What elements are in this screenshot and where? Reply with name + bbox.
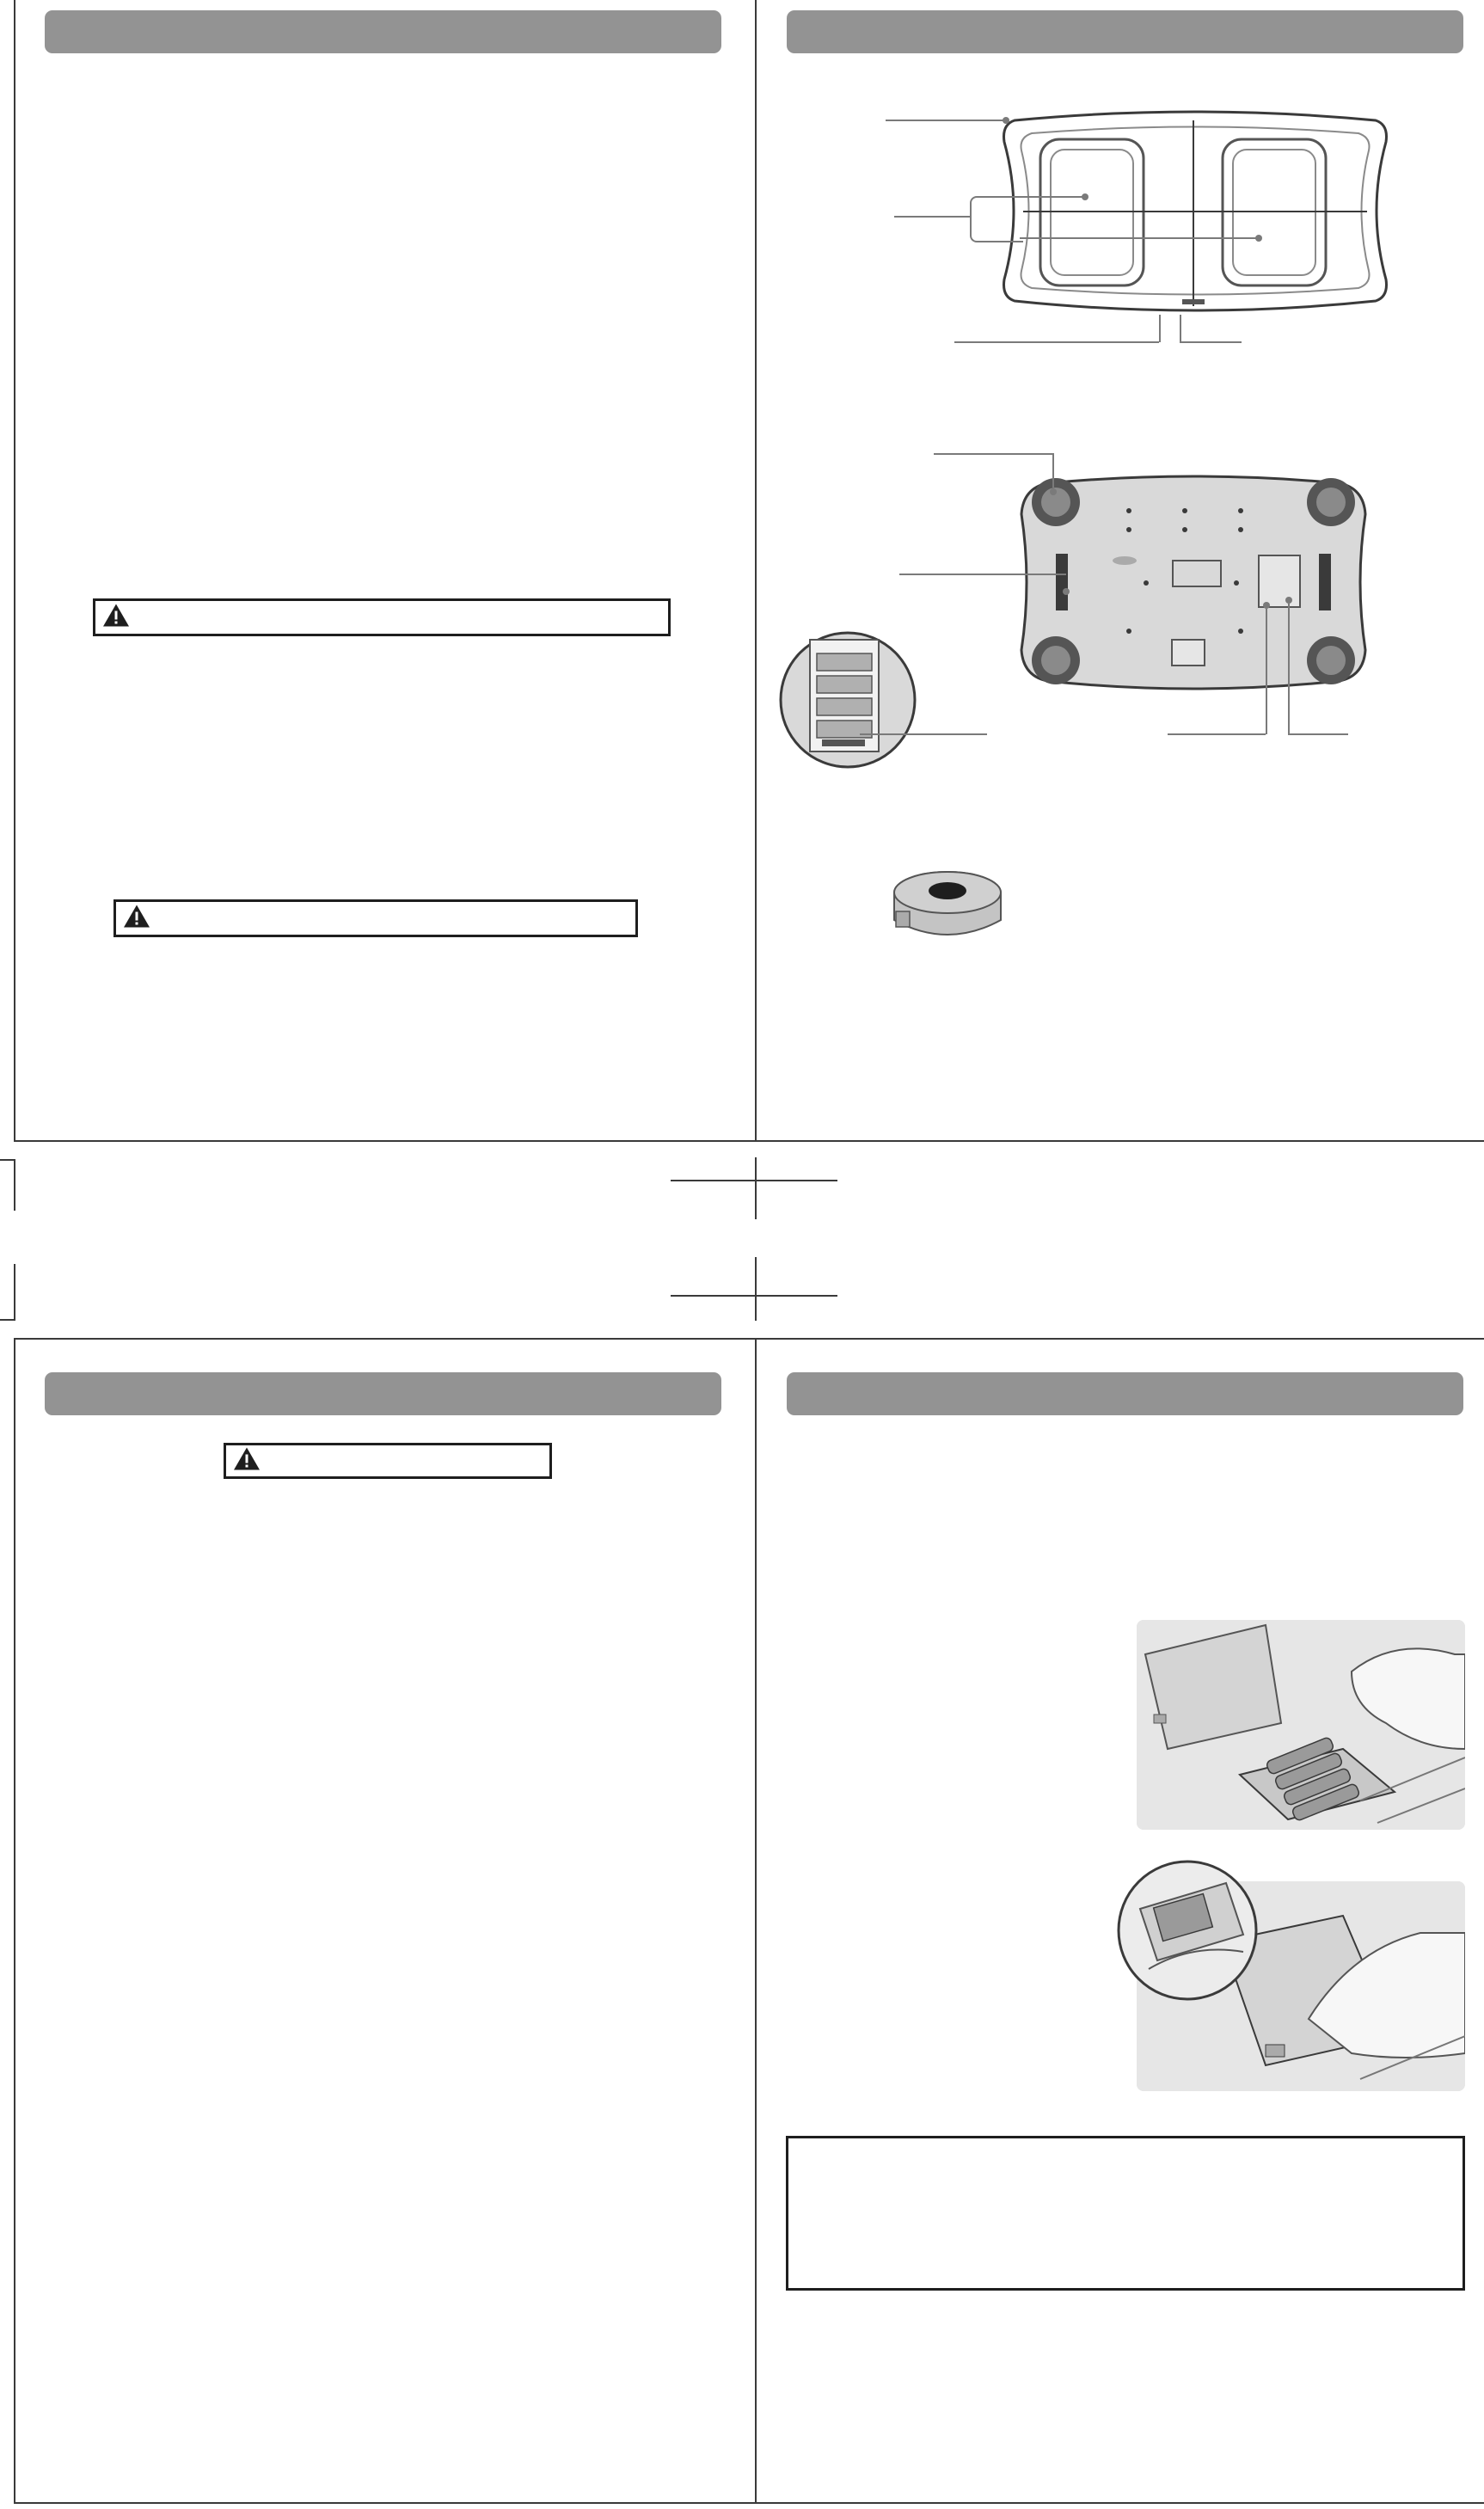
callout-leader — [1266, 609, 1267, 734]
callout-leader — [1180, 315, 1181, 342]
fold-mark — [14, 1159, 15, 1211]
callout-leader — [1168, 733, 1266, 735]
callout-leader — [934, 453, 1052, 455]
fold-mark — [14, 1264, 15, 1321]
top-right-header-bar — [787, 10, 1463, 53]
bottom-left-header-bar — [45, 1372, 721, 1415]
callout-bracket — [970, 196, 1023, 242]
fold-mark — [0, 1319, 15, 1321]
battery-compartment-zoom — [779, 628, 917, 772]
callout-leader — [1288, 733, 1348, 735]
warning-box-2 — [113, 899, 638, 937]
callout-dot — [1063, 588, 1070, 595]
callout-dot — [1003, 117, 1009, 124]
warning-triangle-icon — [102, 604, 130, 632]
callout-leader — [1180, 341, 1242, 343]
note-box — [786, 2136, 1465, 2291]
callout-leader — [886, 120, 1006, 121]
battery-insertion-photo — [1137, 1620, 1465, 1830]
fold-mark — [671, 1180, 837, 1181]
callout-leader — [894, 216, 972, 218]
callout-dot — [1050, 488, 1057, 495]
fold-mark — [671, 1295, 837, 1297]
top-center-divider — [755, 0, 757, 1142]
fold-mark — [755, 1157, 757, 1219]
warning-triangle-icon — [123, 905, 150, 933]
balance-board-top-view — [997, 103, 1393, 318]
foot-extender — [891, 867, 1004, 944]
balance-board-bottom-view — [1013, 471, 1374, 693]
callout-leader — [1052, 453, 1054, 488]
callout-leader — [1020, 237, 1259, 239]
callout-dot — [1255, 235, 1262, 242]
warning-box-1 — [93, 598, 671, 636]
callout-dot — [1285, 597, 1292, 604]
battery-cover-zoom — [1114, 1857, 1260, 2003]
callout-leader — [1020, 196, 1085, 198]
callout-leader — [1159, 315, 1161, 342]
top-left-header-bar — [45, 10, 721, 53]
callout-leader — [1288, 604, 1290, 734]
callout-dot — [1263, 602, 1270, 609]
bottom-right-header-bar — [787, 1372, 1463, 1415]
callout-leader — [860, 733, 987, 735]
callout-leader — [899, 574, 1066, 575]
callout-leader — [954, 341, 1159, 343]
fold-mark — [755, 1257, 757, 1321]
warning-box-3 — [224, 1443, 552, 1479]
bottom-center-divider — [755, 1338, 757, 2504]
callout-dot — [1082, 193, 1088, 200]
warning-triangle-icon — [233, 1447, 261, 1475]
